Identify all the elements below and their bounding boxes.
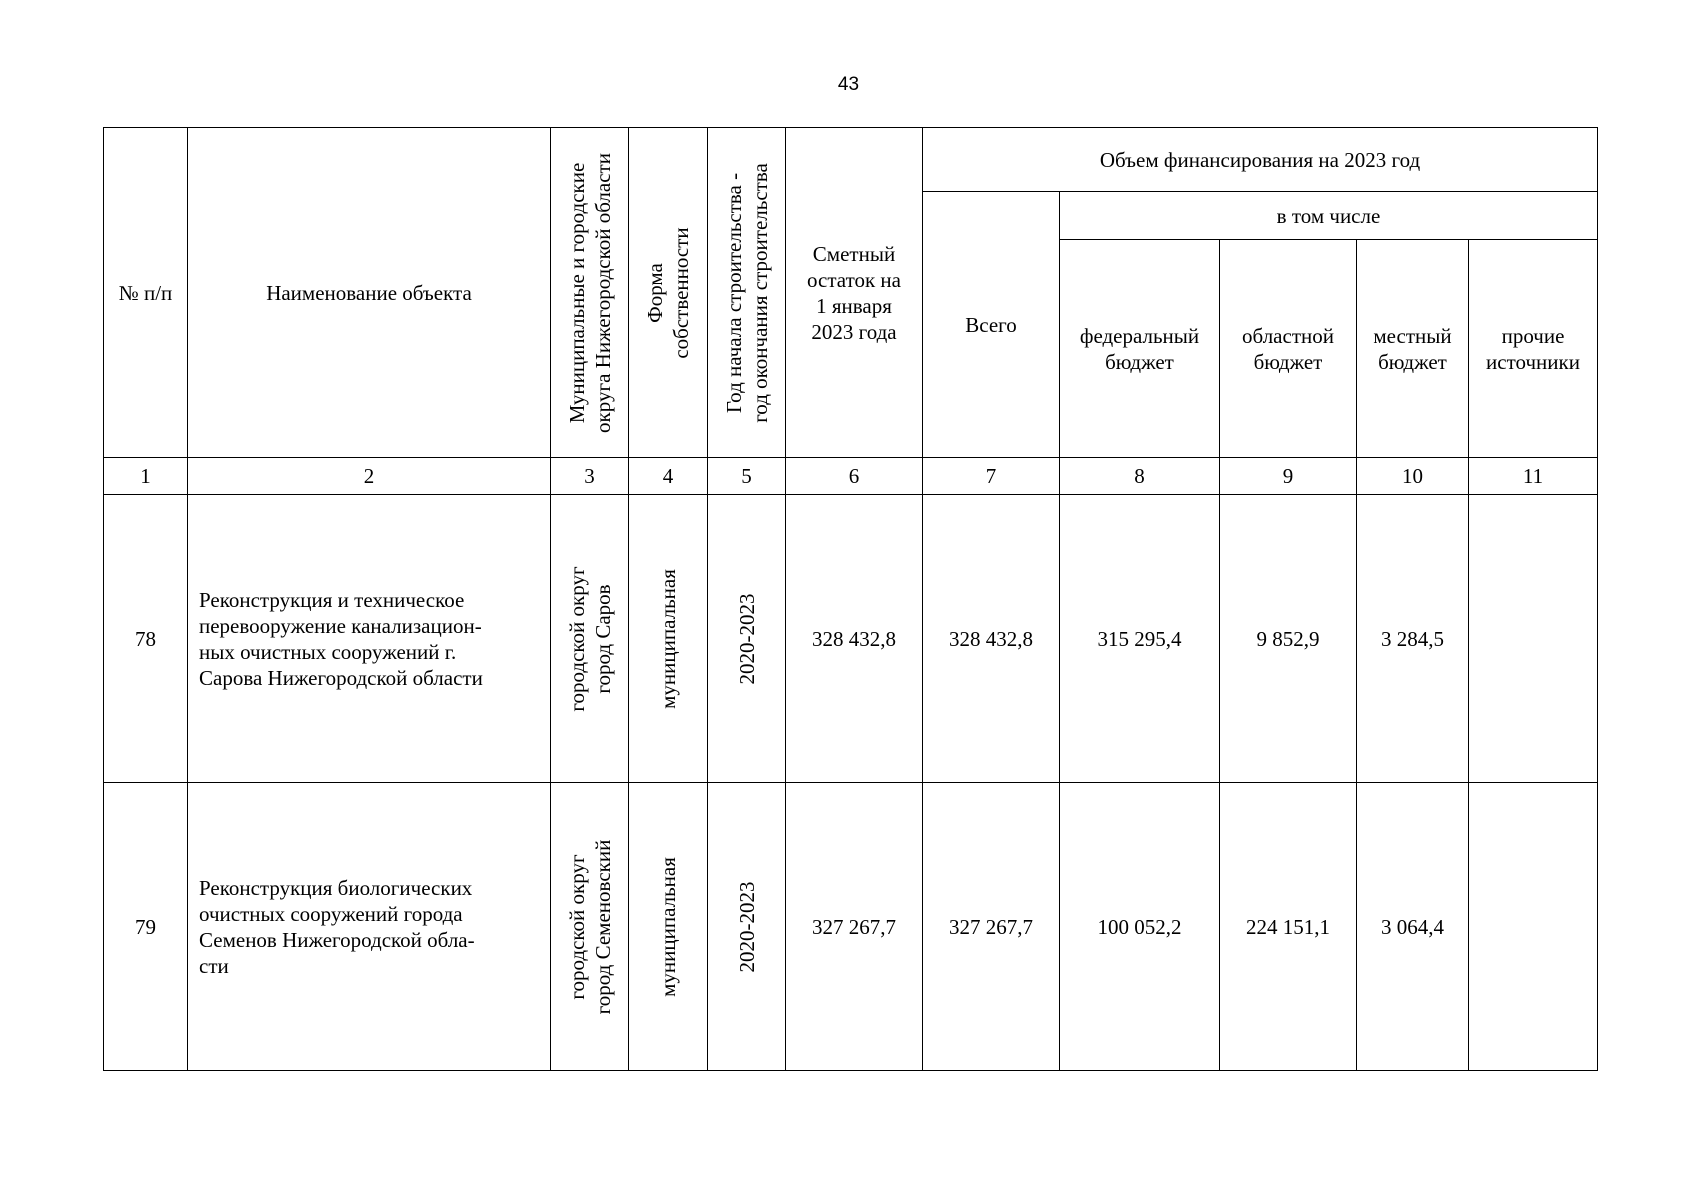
header-regional-line: бюджет [1253,349,1323,374]
header-estimate-line: Сметный [812,241,896,266]
column-number: 9 [1220,458,1357,495]
header-regional-line: областной [1242,323,1334,348]
row-local: 3 064,4 [1357,783,1469,1071]
column-numbers-row [104,458,1598,495]
row-municipal-line: город Саров [590,583,615,694]
header-num: № п/п [104,128,188,458]
row-ownership-text: муниципальная [656,568,680,709]
row-municipal [551,783,629,1071]
column-number: 10 [1357,458,1469,495]
row-total: 327 267,7 [923,783,1060,1071]
header-estimate-line: остаток на [807,267,901,292]
row-municipal-line: городской округ [564,565,589,712]
header-years-line: Год начала строительства - [721,172,746,413]
column-number: 4 [629,458,708,495]
column-number: 5 [708,458,786,495]
header-regional [1220,240,1357,458]
row-name-line: сти [199,953,229,978]
header-federal-line: бюджет [1105,349,1174,374]
row-ownership [629,783,708,1071]
row-local: 3 284,5 [1357,495,1469,783]
row-total: 328 432,8 [923,495,1060,783]
row-name-line: ных очистных сооружений г. [199,639,457,664]
row-ownership [629,495,708,783]
header-local-line: местный [1373,323,1452,348]
row-municipal [551,495,629,783]
row-years-text: 2020-2023 [734,593,759,684]
header-total: Всего [923,192,1060,458]
header-row-1 [104,128,1598,192]
page-number: 43 [837,74,860,95]
header-local [1357,240,1469,458]
row-num: 79 [104,783,188,1071]
header-ownership-line: Форма [643,262,667,323]
row-years [708,783,786,1071]
row-regional: 224 151,1 [1220,783,1357,1071]
financing-table [103,127,1598,1071]
row-regional: 9 852,9 [1220,495,1357,783]
table-row [104,495,1598,783]
row-estimate: 327 267,7 [786,783,923,1071]
row-name-line: перевооружение канализацион- [199,613,482,638]
row-name-line: Реконструкция биологических [199,875,473,900]
row-name-line: очистных сооружений города [199,901,463,926]
row-num: 78 [104,495,188,783]
header-years [708,128,786,458]
header-municipal-line: округа Нижегородской области [590,152,615,433]
table-row [104,783,1598,1071]
header-other-line: источники [1486,349,1580,374]
row-name-line: Семенов Нижегородской обла- [199,927,475,952]
header-years-line: год окончания строительства [747,162,772,423]
column-number: 8 [1060,458,1220,495]
header-municipal-line: Муниципальные и городские [564,162,589,423]
row-name-line: Сарова Нижегородской области [199,665,483,690]
row-estimate: 328 432,8 [786,495,923,783]
row-municipal-line: город Семеновский [590,839,615,1014]
column-number: 2 [188,458,551,495]
header-including: в том числе [1060,192,1598,240]
row-ownership-text: муниципальная [656,856,680,997]
column-number: 3 [551,458,629,495]
header-financing: Объем финансирования на 2023 год [923,128,1598,192]
header-local-line: бюджет [1378,349,1447,374]
header-estimate-line: 2023 года [811,319,897,344]
column-number: 6 [786,458,923,495]
column-number: 7 [923,458,1060,495]
header-other-line: прочие [1501,323,1565,348]
row-name [188,783,551,1071]
row-name [188,495,551,783]
column-number: 1 [104,458,188,495]
header-estimate-line: 1 января [816,293,892,318]
header-name: Наименование объекта [188,128,551,458]
header-federal [1060,240,1220,458]
column-number: 11 [1469,458,1598,495]
row-federal: 100 052,2 [1060,783,1220,1071]
header-federal-line: федеральный [1079,323,1200,348]
row-name-line: Реконструкция и техническое [199,587,465,612]
header-other [1469,240,1598,458]
header-municipal [551,128,629,458]
header-ownership [629,128,708,458]
row-years-text: 2020-2023 [734,881,759,972]
row-other [1469,783,1598,1071]
row-other [1469,495,1598,783]
row-municipal-line: городской округ [564,853,589,1000]
header-estimate [786,128,923,458]
row-years [708,495,786,783]
header-ownership-line: собственности [669,226,693,359]
row-federal: 315 295,4 [1060,495,1220,783]
